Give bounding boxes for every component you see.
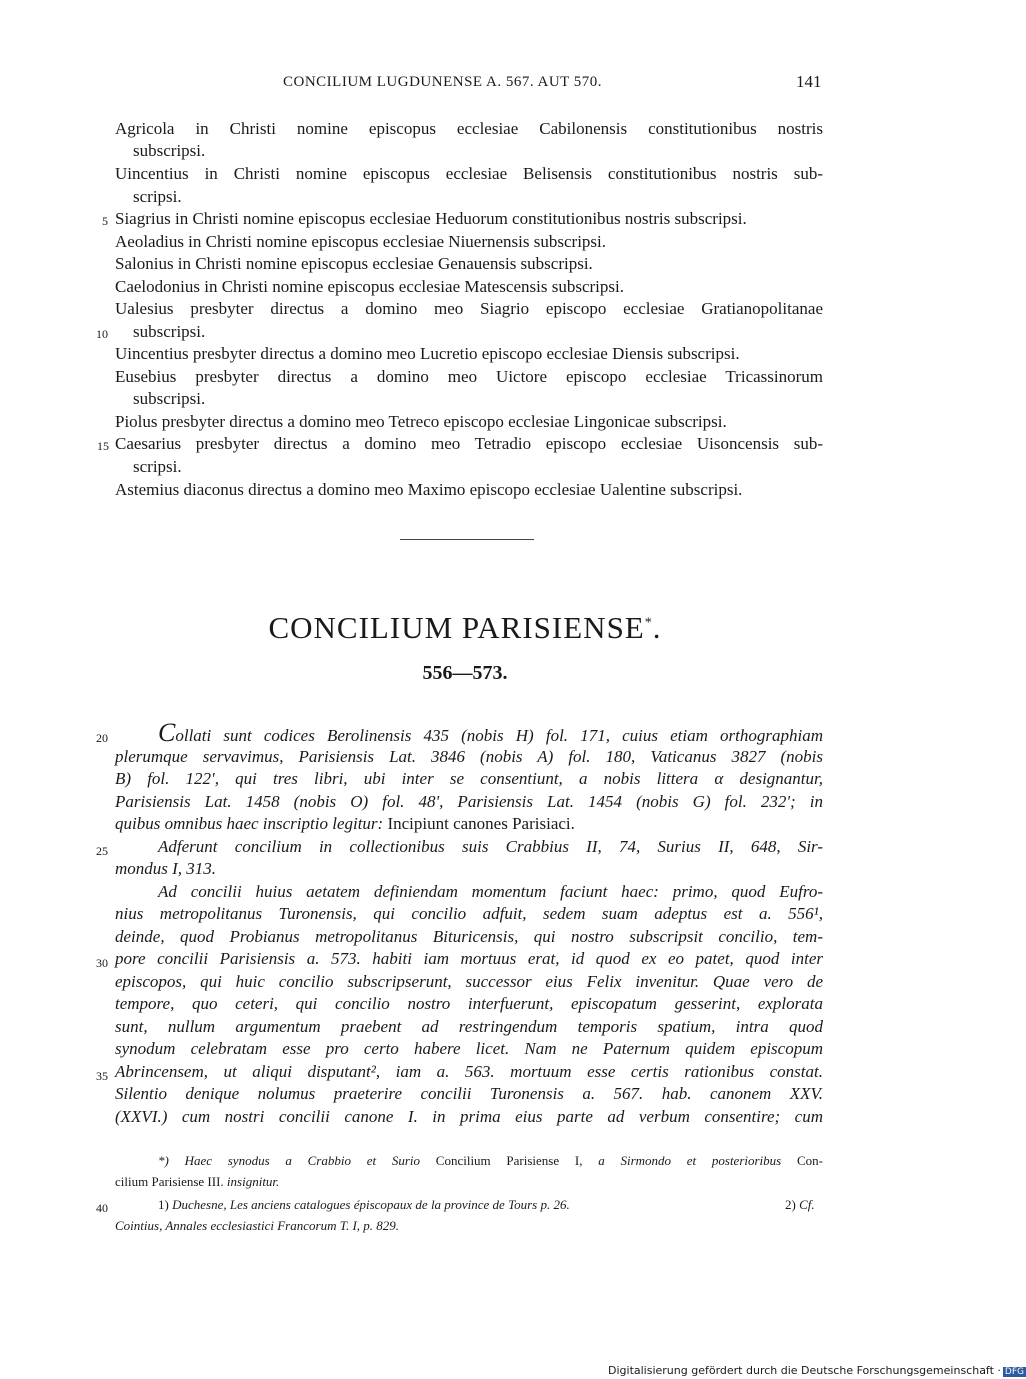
signature-line: subscripsi. (133, 322, 206, 341)
title-period: . (652, 610, 662, 645)
dfg-logo: DFG (1004, 1367, 1025, 1377)
line-number: 5 (102, 214, 108, 228)
body-line: Ad concilii huius aetatem definiendam momentum faciunt haec: primo, quod Eufro- (158, 882, 823, 901)
footer-text: Digitalisierung gefördert durch die Deutsche Forschungsgemeinschaft · (608, 1364, 1001, 1377)
body-line: deinde, quod Probianus metropolitanus Bituricensis, qui nostro subscripsit concilio, tem- (115, 927, 823, 946)
signature-line: Aeoladius in Christi nomine episcopus ecclesiae Niuernensis subscripsi. (115, 232, 607, 251)
body-line: episcopos, qui huic concilio subscripserunt, successor eius Felix invenitur. Quae vero de (115, 972, 823, 991)
line-number: 15 (97, 439, 109, 453)
body-line: synodum celebratam esse pro certo habere licet. Nam ne Paternum quidem episcopum (115, 1039, 823, 1058)
body-line: tempore, quo ceteri, qui concilio nostro interfuerunt, episcopatum gesserint, explorata (115, 994, 823, 1013)
body-line: nius metropolitanus Turonensis, qui concilio adfuit, sedem suam adeptus est a. 556¹, (115, 904, 823, 923)
body-line: sunt, nullum argumentum praebent ad restringendum temporis spatium, intra quod (115, 1017, 823, 1036)
footnote-text: *) Haec synodus a Crabbio et Surio (158, 1153, 421, 1168)
signature-line: Siagrius in Christi nomine episcopus ecclesiae Heduorum constitutionibus nostris subscripsi. (115, 209, 747, 228)
footnote-text: a Sirmondo et posterioribus (598, 1153, 782, 1168)
signature-line: Astemius diaconus directus a domino meo Maximo episcopo ecclesiae Ualentine subscripsi. (115, 480, 743, 499)
title-footnote-mark: * (644, 615, 653, 631)
footnote-1 (158, 1194, 570, 1215)
footnote-star (158, 1150, 823, 1171)
collections-line: Adferunt concilium in collectionibus suis Crabbius II, 74, Surius II, 648, Sir- (158, 837, 823, 856)
line-number: 10 (96, 327, 108, 341)
intro-text: quibus omnibus haec inscriptio legitur: (115, 814, 384, 833)
line-number: 20 (96, 731, 108, 745)
signature-line: Agricola in Christi nomine episcopus ecclesiae Cabilonensis constitutionibus nostris (115, 119, 823, 138)
section-divider (400, 539, 534, 540)
section-title (0, 610, 930, 646)
signature-line: Eusebius presbyter directus a domino meo Uictore episcopo ecclesiae Tricassinorum (115, 367, 823, 386)
signature-line: scripsi. (133, 457, 182, 476)
title-text: CONCILIUM PARISIENSE (268, 610, 645, 645)
footnote-text: Con- (781, 1153, 823, 1168)
footnote-number: 1) (158, 1197, 173, 1212)
signature-line: scripsi. (133, 187, 182, 206)
line-number: 40 (96, 1201, 108, 1215)
footnote-star-cont (115, 1171, 279, 1192)
signature-line: Uincentius presbyter directus a domino meo Lucretio episcopo ecclesiae Diensis subscripsi. (115, 344, 740, 363)
body-line: Silentio denique nolumus praeterire concilii Turonensis a. 567. hab. canonem XXV. (115, 1084, 823, 1103)
intro-line: Parisiensis Lat. 1458 (nobis O) fol. 48', Parisiensis Lat. 1454 (nobis G) fol. 232'; in (115, 792, 823, 811)
collections-line: mondus I, 313. (115, 859, 217, 878)
intro-line (115, 813, 575, 835)
inscription-text: Incipiunt canones Parisiaci. (383, 814, 575, 833)
footnote-2 (785, 1194, 815, 1215)
signature-line: subscripsi. (133, 141, 206, 160)
page-number: 141 (796, 72, 822, 91)
signature-line: Caesarius presbyter directus a domino meo Tetradio episcopo ecclesiae Uisoncensis sub- (115, 434, 823, 453)
signature-line: Uincentius in Christi nomine episcopus ecclesiae Belisensis constitutionibus nostris sub- (115, 164, 823, 183)
signature-line: Caelodonius in Christi nomine episcopus ecclesiae Matescensis subscripsi. (115, 277, 624, 296)
footnote-text: cilium Parisiense III. (115, 1174, 227, 1189)
intro-line: plerumque servavimus, Parisiensis Lat. 3846 (nobis A) fol. 180, Vaticanus 3827 (nobis (115, 747, 823, 766)
line-number: 30 (96, 956, 108, 970)
footnote-text: insignitur. (226, 1174, 280, 1189)
signature-line: Ualesius presbyter directus a domino meo Siagrio episcopo ecclesiae Gratianopolitanae (115, 299, 823, 318)
digitization-credit (608, 1364, 1026, 1377)
signature-line: subscripsi. (133, 389, 206, 408)
footnote-number: 2) (785, 1197, 800, 1212)
intro-line: B) fol. 122', qui tres libri, ubi inter se consentiunt, a nobis littera α designantur, (115, 769, 823, 788)
signature-line: Salonius in Christi nomine episcopus ecclesiae Genauensis subscripsi. (115, 254, 593, 273)
running-header: CONCILIUM LUGDUNENSE A. 567. AUT 570. (283, 74, 603, 90)
intro-text: ollati sunt codices Berolinensis 435 (nobis H) fol. 171, cuius etiam orthographiam (175, 726, 823, 745)
footnote-text: Cf. (799, 1197, 815, 1212)
intro-line (158, 718, 823, 747)
line-number: 25 (96, 844, 108, 858)
drop-cap: C (158, 718, 176, 747)
footnote-2-cont: Cointius, Annales ecclesiastici Francorum T. I, p. 829. (115, 1218, 400, 1233)
body-line: (XXVI.) cum nostri concilii canone I. in prima eius parte ad verbum consentire; cum (115, 1107, 823, 1126)
footnote-text: Concilium Parisiense I, (420, 1153, 599, 1168)
line-number: 35 (96, 1069, 108, 1083)
footnote-text: Duchesne, Les anciens catalogues épiscopaux de la province de Tours p. 26. (172, 1197, 570, 1212)
signature-line: Piolus presbyter directus a domino meo Tetreco episcopo ecclesiae Lingonicae subscripsi. (115, 412, 727, 431)
body-line: Abrincensem, ut aliqui disputant², iam a. 563. mortuum esse certis rationibus constat. (115, 1062, 823, 1081)
section-years: 556—573. (422, 662, 508, 684)
body-line: pore concilii Parisiensis a. 573. habiti iam mortuus erat, id quod ex eo patet, quod inter (115, 949, 823, 968)
